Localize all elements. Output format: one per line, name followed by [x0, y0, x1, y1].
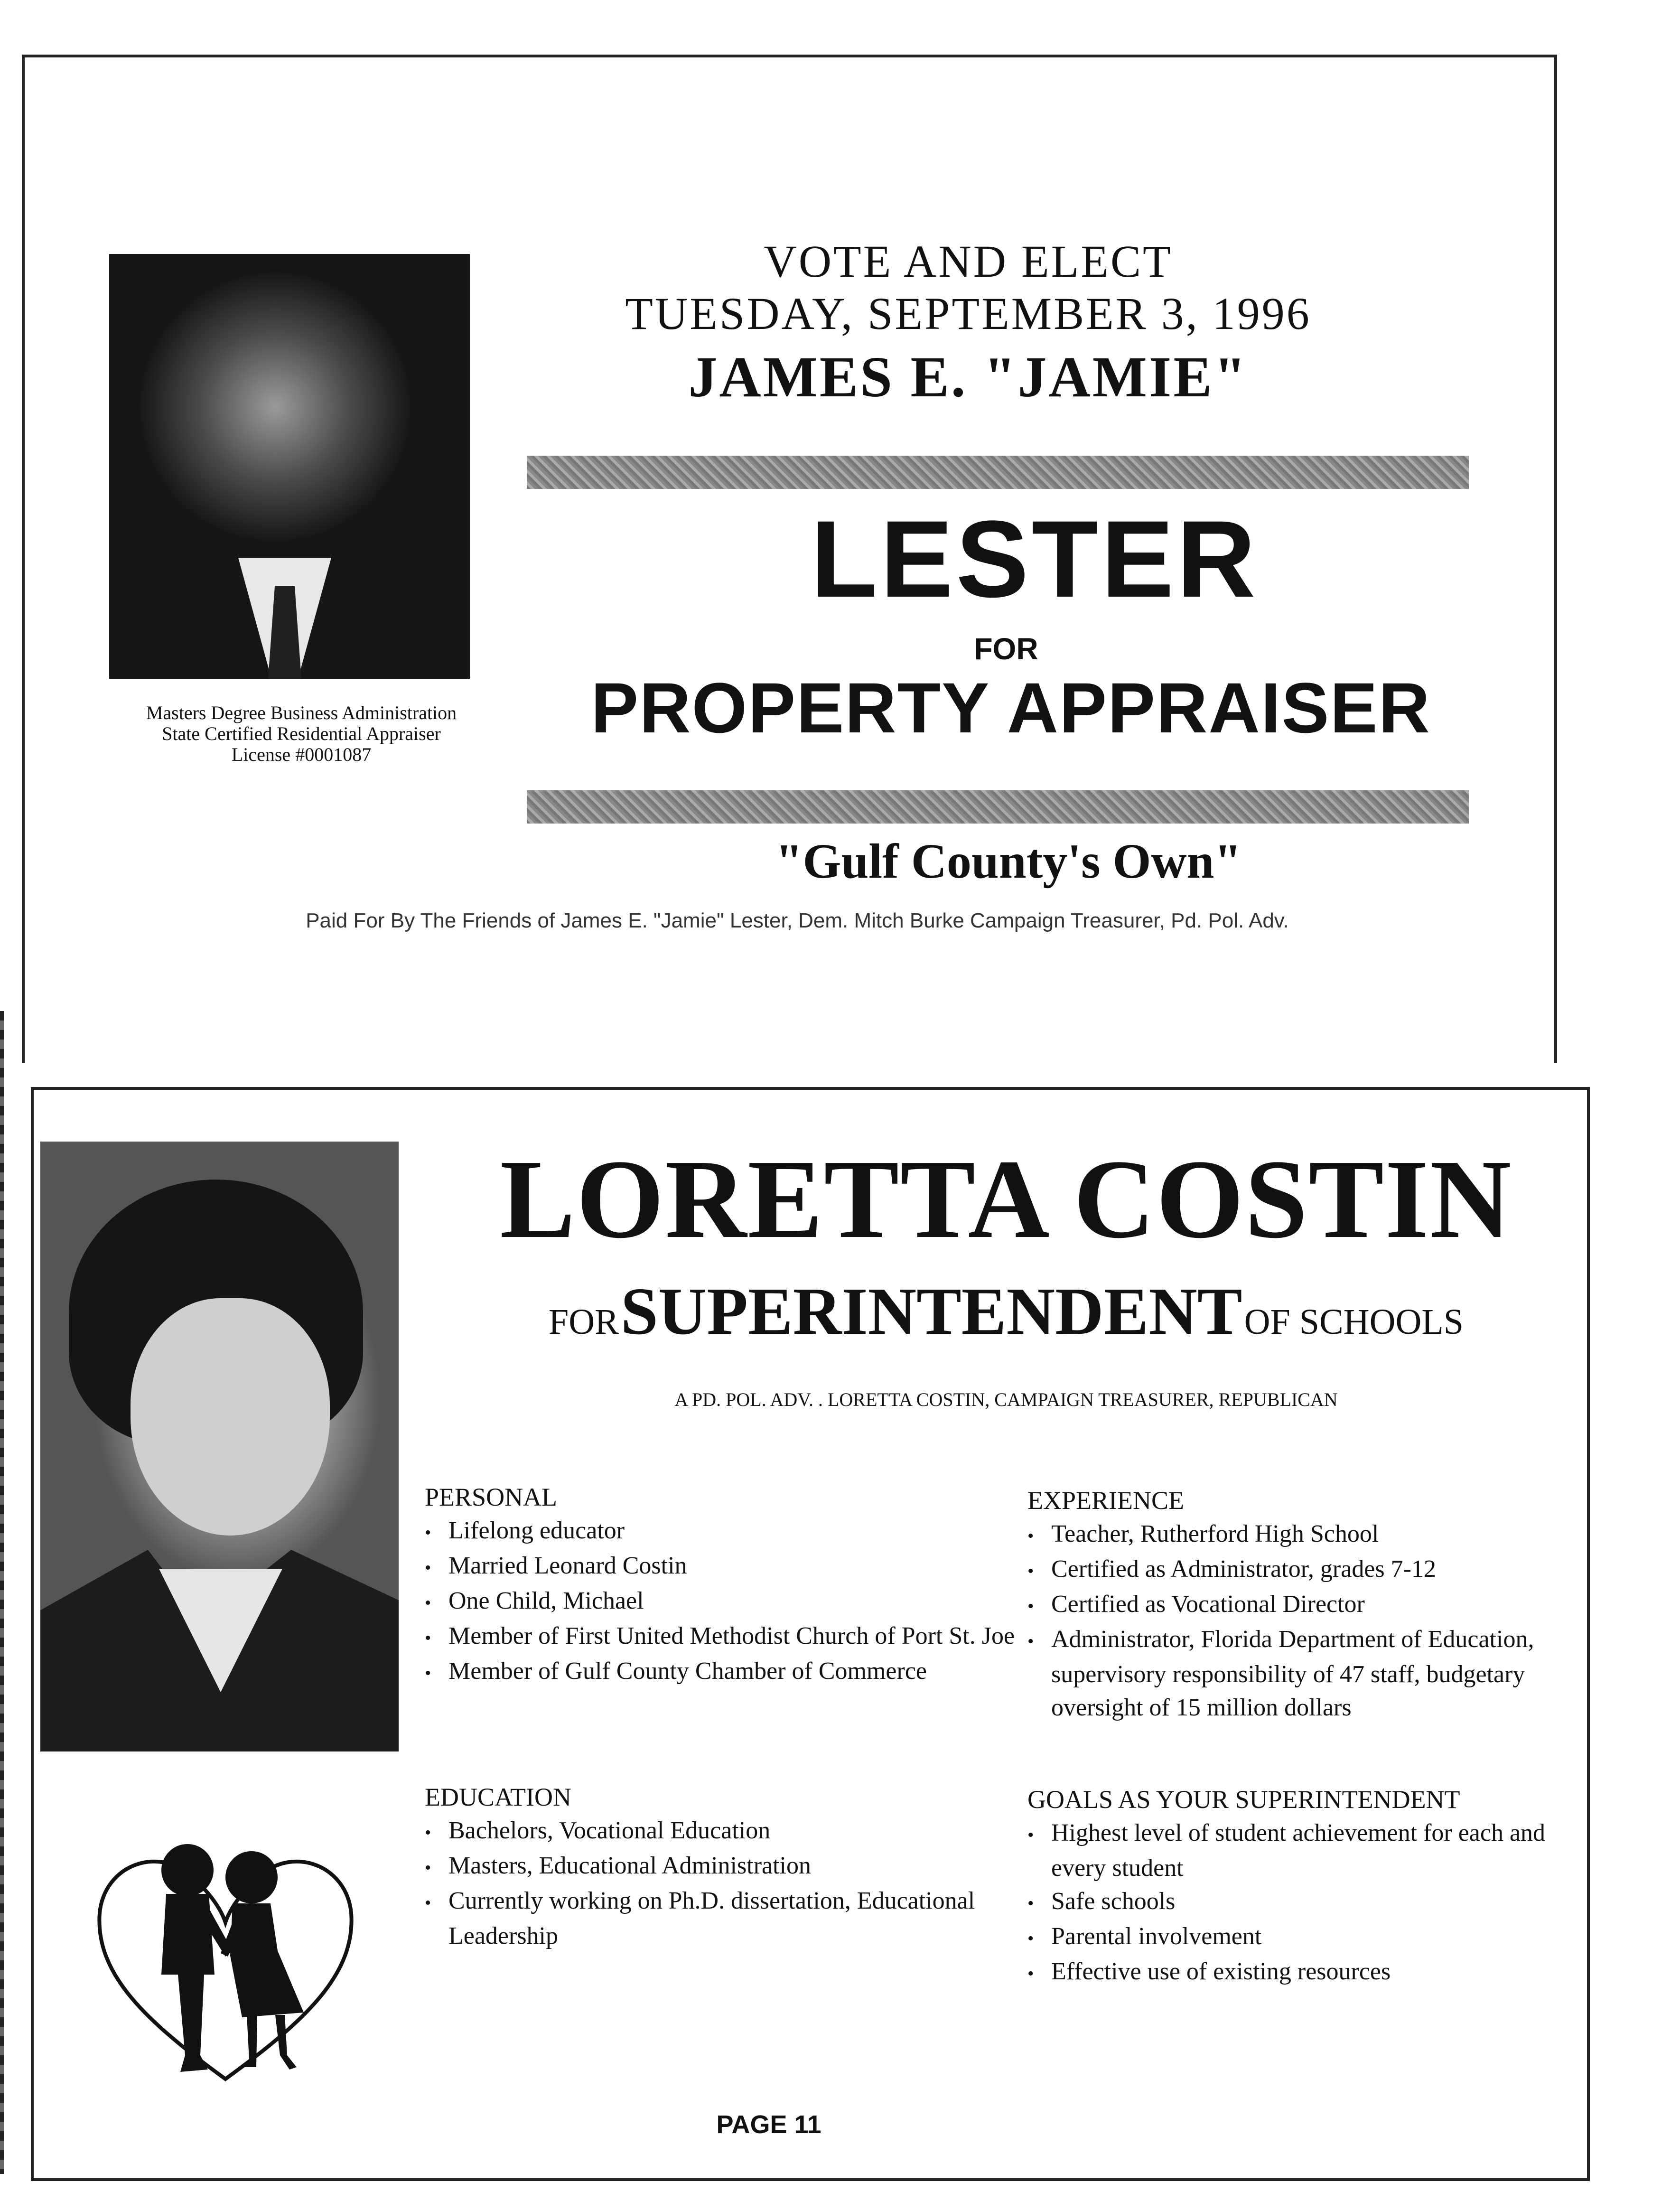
experience-section: [1027, 1483, 1573, 1724]
list-item: • Teacher, Rutherford High School: [1027, 1517, 1573, 1553]
section-heading: GOALS AS YOUR SUPERINTENDENT: [1027, 1785, 1460, 1814]
list-item: • Lifelong educator: [425, 1514, 1018, 1549]
paid-for-disclaimer: Paid For By The Friends of James E. "Jamie" Lester, Dem. Mitch Burke Campaign Treasurer, Pd. Pol. Adv.: [306, 909, 1289, 932]
paid-for-disclaimer: A PD. POL. ADV. . LORETTA COSTIN, CAMPAIGN TREASURER, REPUBLICAN: [674, 1389, 1338, 1410]
lester-portrait-photo: [109, 254, 470, 679]
lester-credentials: [76, 702, 527, 765]
face: [131, 1298, 330, 1536]
costin-portrait-photo: [40, 1142, 399, 1751]
credential-certification: State Certified Residential Appraiser: [162, 723, 441, 744]
list-item: • One Child, Michael: [425, 1584, 1018, 1620]
candidate-first-name: JAMES E. "JAMIE": [688, 345, 1248, 409]
heart-children-silhouette-icon: [90, 1832, 361, 2098]
vote-and-elect-heading: VOTE AND ELECT: [764, 236, 1173, 287]
list-item: • Safe schools: [1027, 1885, 1559, 1920]
list-item: • Certified as Vocational Director: [1027, 1588, 1573, 1623]
credential-degree: Masters Degree Business Administration: [146, 702, 457, 723]
campaign-slogan: "Gulf County's Own": [775, 834, 1242, 889]
office-prefix: FOR: [548, 1302, 619, 1342]
section-heading: EDUCATION: [425, 1783, 571, 1811]
office-title: PROPERTY APPRAISER: [591, 668, 1431, 748]
list-item: • Member of Gulf County Chamber of Commerce: [425, 1655, 1018, 1690]
personal-section: [425, 1480, 1018, 1690]
for-label: FOR: [974, 632, 1038, 666]
list-item: • Masters, Educational Administration: [425, 1849, 1018, 1884]
candidate-name: LORETTA COSTIN: [500, 1137, 1512, 1262]
list-item: • Effective use of existing resources: [1027, 1955, 1559, 1990]
list-item: • Married Leonard Costin: [425, 1549, 1018, 1584]
page-number: PAGE 11: [716, 2110, 821, 2139]
election-date: TUESDAY, SEPTEMBER 3, 1996: [625, 288, 1311, 339]
list-item: • Highest level of student achievement for each and every student: [1027, 1817, 1559, 1885]
decorative-bar-top: [527, 456, 1469, 489]
goals-section: [1027, 1782, 1559, 1990]
list-item: • Member of First United Methodist Church of Port St. Joe: [425, 1620, 1018, 1655]
decorative-bar-bottom: [527, 790, 1469, 824]
list-item: • Bachelors, Vocational Education: [425, 1814, 1018, 1849]
office-title: [475, 1272, 1538, 1350]
list-item: • Parental involvement: [1027, 1920, 1559, 1955]
list-item: • Certified as Administrator, grades 7-12: [1027, 1553, 1573, 1588]
candidate-surname: LESTER: [811, 498, 1259, 620]
credential-license: License #0001087: [231, 744, 372, 765]
office-main: SUPERINTENDENT: [620, 1274, 1242, 1349]
education-section: [425, 1780, 1018, 1953]
scan-edge-artifact: [0, 1011, 4, 2174]
list-item: • Currently working on Ph.D. dissertation, Educational Leadership: [425, 1884, 1018, 1953]
section-heading: EXPERIENCE: [1027, 1486, 1184, 1515]
office-suffix: OF SCHOOLS: [1244, 1302, 1464, 1342]
section-heading: PERSONAL: [425, 1483, 558, 1511]
list-item: • Administrator, Florida Department of Education, supervisory responsibility of 47 staff, budgetary oversight of 15 million dollars: [1027, 1623, 1573, 1724]
